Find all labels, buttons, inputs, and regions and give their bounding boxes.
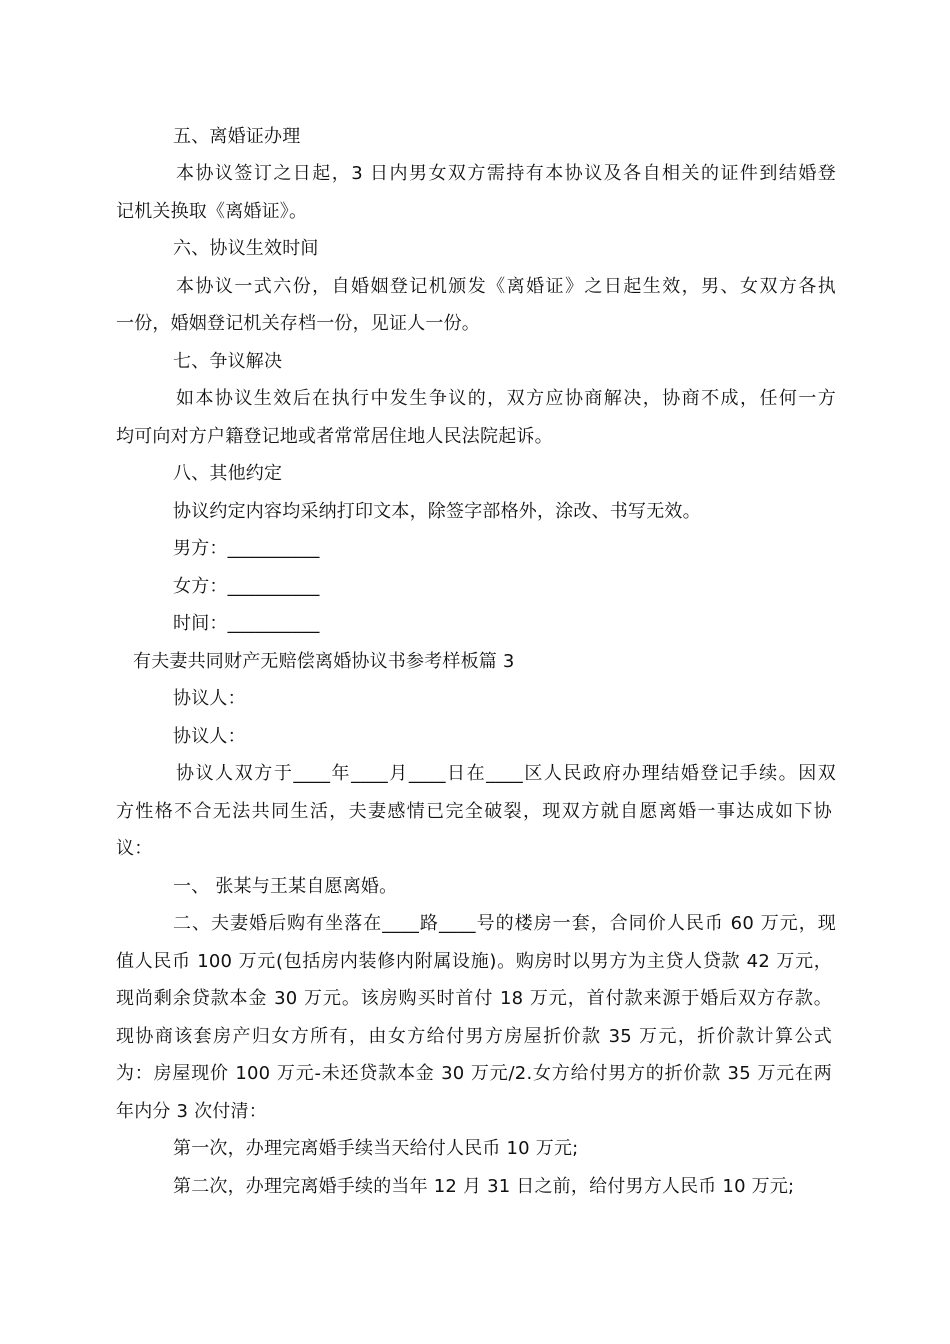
clause-2-line: 现尚剩余贷款本金 30 万元。该房购买时首付 18 万元，首付款来源于婚后双方存款。 xyxy=(116,988,832,1009)
paragraph-line: 如本协议生效后在执行中发生争议的，双方应协商解决，协商不成，任何一方 xyxy=(176,388,836,409)
signature-line-female: 女方：__________ xyxy=(173,576,320,597)
paragraph-line: 方性格不合无法共同生活，夫妻感情已完全破裂，现双方就自愿离婚一事达成如下协 xyxy=(116,801,832,822)
section-heading-8: 八、其他约定 xyxy=(173,463,283,484)
payment-line: 第一次，办理完离婚手续当天给付人民币 10 万元; xyxy=(173,1138,579,1159)
section-heading-5: 五、离婚证办理 xyxy=(173,126,301,147)
signature-line-male: 男方：__________ xyxy=(173,538,320,559)
paragraph-line: 协议人双方于____年____月____日在____区人民政府办理结婚登记手续。因双 xyxy=(176,763,836,784)
document-title: 有夫妻共同财产无赔偿离婚协议书参考样板篇 3 xyxy=(133,651,515,672)
section-heading-6: 六、协议生效时间 xyxy=(173,238,319,259)
clause-2-line: 为：房屋现价 100 万元-未还贷款本金 30 万元/2.女方给付男方的折价款 35 万元在两 xyxy=(116,1063,832,1084)
clause-2-line: 值人民币 100 万元(包括房内装修内附属设施)。购房时以男方为主贷人贷款 42 万元， xyxy=(116,951,832,972)
paragraph-line: 一份，婚姻登记机关存档一份，见证人一份。 xyxy=(116,313,480,334)
paragraph-line: 均可向对方户籍登记地或者常常居住地人民法院起诉。 xyxy=(116,426,553,447)
payment-line: 第二次，办理完离婚手续的当年 12 月 31 日之前，给付男方人民币 10 万元; xyxy=(173,1176,795,1197)
clause-1: 一、 张某与王某自愿离婚。 xyxy=(173,876,398,897)
party-line: 协议人： xyxy=(173,688,246,709)
party-line: 协议人： xyxy=(173,726,246,747)
signature-line-date: 时间：__________ xyxy=(173,613,320,634)
paragraph-line: 议： xyxy=(116,838,153,859)
section-heading-7: 七、争议解决 xyxy=(173,351,283,372)
paragraph-line: 协议约定内容均采纳打印文本，除签字部格外，涂改、书写无效。 xyxy=(173,501,701,522)
clause-2-line: 年内分 3 次付清： xyxy=(116,1101,267,1122)
clause-2-line: 现协商该套房产归女方所有，由女方给付男方房屋折价款 35 万元，折价款计算公式 xyxy=(116,1026,832,1047)
paragraph-line: 本协议签订之日起，3 日内男女双方需持有本协议及各自相关的证件到结婚登 xyxy=(176,163,836,184)
paragraph-line: 本协议一式六份，自婚姻登记机颁发《离婚证》之日起生效，男、女双方各执 xyxy=(176,276,836,297)
paragraph-line: 记机关换取《离婚证》。 xyxy=(116,201,308,222)
clause-2-line: 二、夫妻婚后购有坐落在____路____号的楼房一套，合同价人民币 60 万元，现 xyxy=(173,913,836,934)
